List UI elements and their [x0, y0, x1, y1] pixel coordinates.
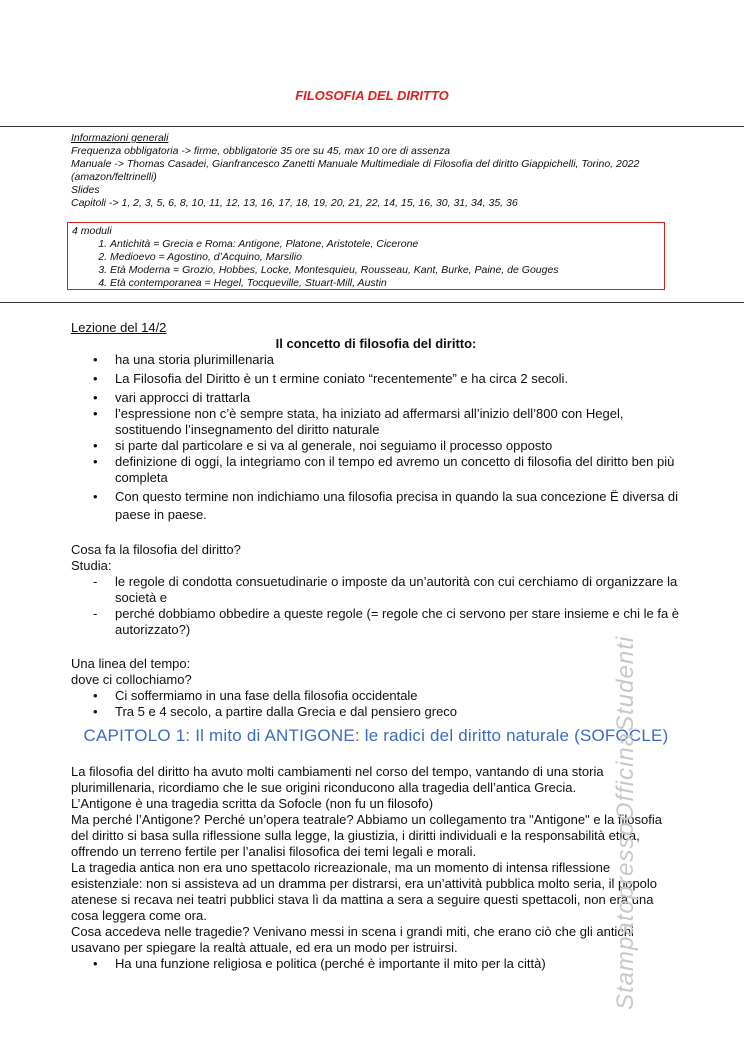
- list-item: • Tra 5 e 4 secolo, a partire dalla Grecia e dal pensiero greco: [115, 704, 681, 720]
- study-label: Studia:: [71, 558, 112, 573]
- timeline-question: dove ci collochiamo?: [71, 672, 192, 687]
- module-item: 3. Età Moderna = Grozio, Hobbes, Locke, Montesquieu, Rousseau, Kant, Burke, Paine, de Gouges: [110, 264, 660, 277]
- list-item: - le regole di condotta consuetudinarie o imposte da un’autorità con cui cerchiamo di organizzare la società e: [115, 574, 681, 606]
- study-list: [71, 574, 681, 638]
- question: Cosa fa la filosofia del diritto?: [71, 542, 241, 557]
- paragraph: Ma perché l’Antigone? Perché un’opera teatrale? Abbiamo un collegamento tra "Antigone" e la filosofia del diritto si basa sulla riflessione sulla legge, la giustizia, i diritti individuali e la responsabilità etica, offrendo un terreno fertile per l’analisi filosofica dei temi legali e morali.: [71, 812, 662, 859]
- concept-title: Il concetto di filosofia del diritto:: [275, 336, 477, 351]
- list-item: • definizione di oggi, la integriamo con il tempo ed avremo un concetto di filosofia del diritto ben più completa: [115, 454, 681, 486]
- list-item: • Con questo termine non indichiamo una filosofia precisa in quando la sua concezione Ë diversa di paese in paese.: [115, 488, 681, 524]
- paragraph: L’Antigone è una tragedia scritta da Sofocle (non fu un filosofo): [71, 796, 434, 811]
- info-line: Frequenza obbligatoria -> firme, obbligatorie 35 ore su 45, max 10 ore di assenza: [71, 145, 451, 157]
- lesson-date: Lezione del 14/2: [71, 320, 167, 335]
- info-line: Manuale -> Thomas Casadei, Gianfrancesco Zanetti Manuale Multimediale di Filosofia del diritto Giappichelli, Torino, 2022 (amazon/feltrinelli): [71, 158, 640, 183]
- list-item: • Ha una funzione religiosa e politica (perché è importante il mito per la città): [115, 956, 681, 972]
- chapter-list: [71, 956, 681, 972]
- module-item: 2. Medioevo = Agostino, d’Acquino, Marsilio: [110, 251, 660, 264]
- list-item: • si parte dal particolare e si va al generale, noi seguiamo il processo opposto: [115, 438, 681, 454]
- list-item: • Ci soffermiamo in una fase della filosofia occidentale: [115, 688, 681, 704]
- info-line: Capitoli -> 1, 2, 3, 5, 6, 8, 10, 11, 12, 13, 16, 17, 18, 19, 20, 21, 22, 14, 15, 16, 30, 31, 34, 35, 36: [71, 197, 518, 209]
- timeline-heading: Una linea del tempo:: [71, 656, 191, 671]
- modules-heading: 4 moduli: [72, 225, 112, 237]
- list-item: • l’espressione non c’è sempre stata, ha iniziato ad affermarsi all’inizio dell’800 con Hegel, sostituendo l’insegnamento del diritto naturale: [115, 406, 681, 438]
- chapter-title: CAPITOLO 1: Il mito di ANTIGONE: le radici del diritto naturale (SOFOCLE): [83, 726, 669, 745]
- bottom-divider: [0, 302, 744, 303]
- timeline-list: [71, 688, 681, 720]
- lesson-content: [71, 320, 681, 972]
- module-item: 1. Antichità = Grecia e Roma: Antigone, Platone, Aristotele, Cicerone: [110, 238, 660, 251]
- list-item: • La Filosofia del Diritto è un t ermine coniato “recentemente” e ha circa 2 secoli.: [115, 371, 681, 387]
- concept-list: [71, 352, 681, 524]
- module-item: 4. Età contemporanea = Hegel, Tocqueville, Stuart-Mill, Austin: [110, 277, 660, 290]
- top-divider: [0, 126, 744, 127]
- list-item: • ha una storia plurimillenaria: [115, 352, 681, 368]
- general-info: [71, 132, 671, 210]
- info-line: Slides: [71, 184, 100, 196]
- modules-box: [67, 222, 665, 290]
- list-item: • vari approcci di trattarla: [115, 390, 681, 406]
- paragraph: La filosofia del diritto ha avuto molti cambiamenti nel corso del tempo, vantando di una storia plurimillenaria, ricordiamo che le sue origini riconducono alla tragedia dell’antica Grecia.: [71, 764, 604, 795]
- list-item: - perché dobbiamo obbedire a queste regole (= regole che ci servono per stare insieme e chi le fa è autorizzato?): [115, 606, 681, 638]
- paragraph: Cosa accedeva nelle tragedie? Venivano messi in scena i grandi miti, che erano ciò che gli antichi usavano per spiegare la realtà attuale, ed era un modo per istruirsi.: [71, 924, 634, 955]
- document-title: FILOSOFIA DEL DIRITTO: [295, 88, 449, 103]
- paragraph: La tragedia antica non era uno spettacolo ricreazionale, ma un momento di intensa riflessione esistenziale: non si assisteva ad un dramma per distrarsi, era un’attività pubblica molto seria, il popolo atenese si recava nei teatri pubblici stava lì da mattina a sera a seguire questi spettacoli, non era una cosa leggera come ora.: [71, 860, 658, 923]
- modules-list: [72, 238, 660, 290]
- watermark: StampatopressoOfficinaStudenti: [612, 635, 639, 1010]
- info-heading: Informazioni generali: [71, 132, 169, 144]
